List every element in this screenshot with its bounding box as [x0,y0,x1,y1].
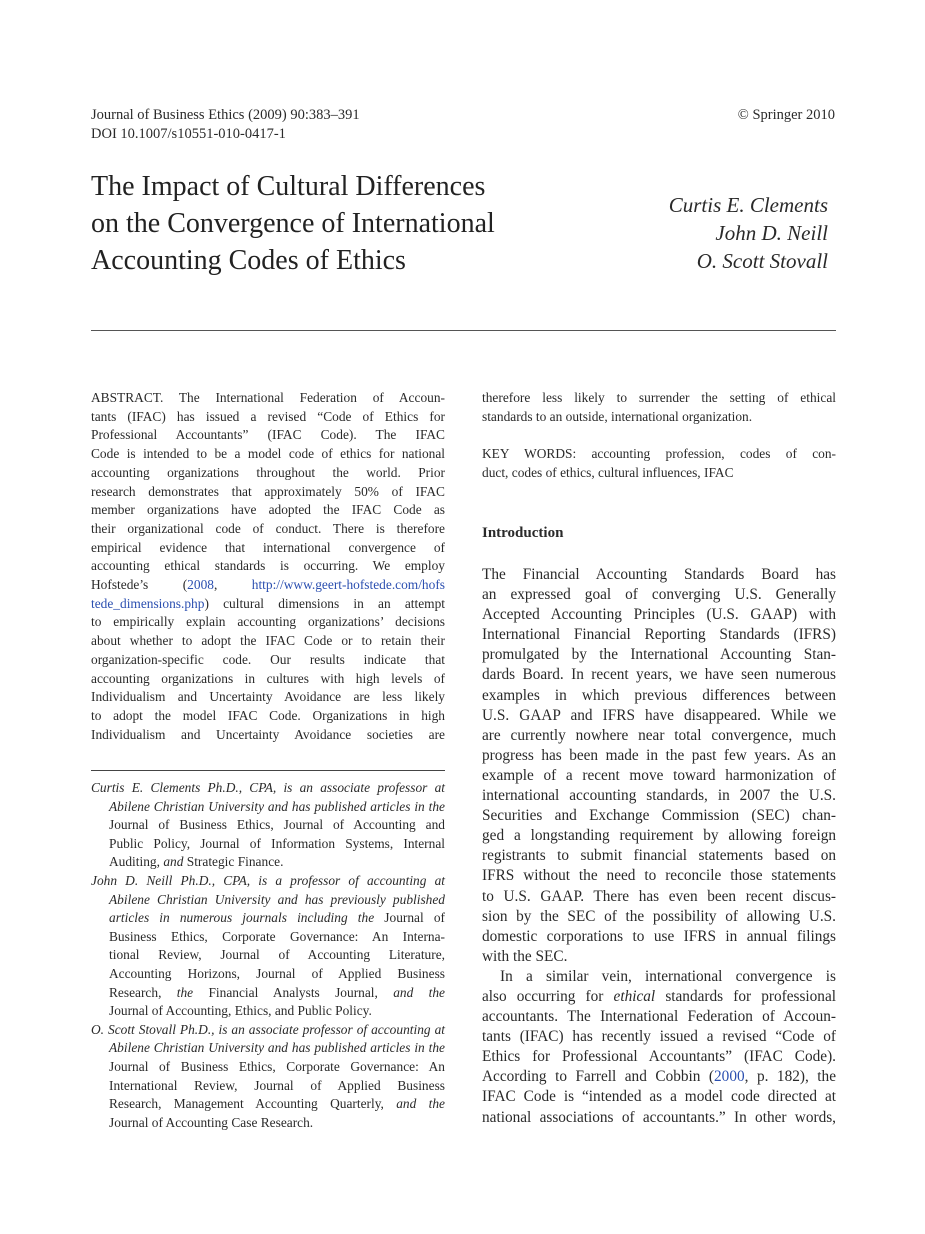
body-line: sion by the SEC of the possibility of allowing U.S. [482,907,836,925]
abstract-line: Professional Accountants” (IFAC Code). The IFAC [91,427,445,443]
body-line: ged a longstanding requirement by allowing foreign [482,827,836,845]
bio-author-name: Curtis E. Clements Ph.D., CPA, [91,780,277,795]
title-divider [91,330,836,331]
title-line: Accounting Codes of Ethics [91,245,406,276]
body-line: an expressed goal of converging U.S. Generally [482,586,836,604]
bio-line: Abilene Christian University and has published articles in the [109,1040,445,1056]
journal-citation: Journal of Business Ethics (2009) 90:383–391 [91,107,360,123]
author-list [669,191,828,275]
abstract-line: Individualism and Uncertainty Avoidance are less likely [91,689,445,705]
body-line: In a similar vein, international convergence is [500,967,836,985]
bio-line: O. Scott Stovall Ph.D., is an associate professor of accounting at [91,1021,445,1037]
bio-line: Journal of Accounting Case Research. [109,1114,314,1130]
body-line: IFAC Code is “intended as a model code directed at [482,1088,836,1106]
bio-line: Public Policy, Journal of Information Systems, Internal [109,835,445,851]
running-header [91,106,360,144]
body-line: progress has been made in the past few years. As an [482,746,836,764]
title-line: The Impact of Cultural Differences [91,171,486,202]
abstract-line: accounting organizations in cultures with high levels of [91,670,445,686]
abstract-line: ABSTRACT. The International Federation of Accoun- [91,390,445,405]
bio-line: Research, the Financial Analysts Journal, and the [109,984,445,1000]
bio-line: International Review, Journal of Applied Business [109,1077,445,1093]
bio-line: John D. Neill Ph.D., CPA, is a professor of accounting at [91,872,445,888]
author-name: John D. Neill [715,221,828,245]
abstract-line: Individualism and Uncertainty Avoidance societies are [91,726,445,742]
body-line: According to Farrell and Cobbin (2000, p. 182), the [482,1068,836,1086]
abstract [91,389,445,744]
title-line: on the Convergence of International [91,208,495,239]
body-line: examples in which previous differences between [482,686,836,704]
bio-line: Research, Management Accounting Quarterly, and the [109,1096,446,1112]
author-name: O. Scott Stovall [696,249,828,273]
section-heading: Introduction [482,525,564,541]
abstract-line: organization-specific code. Our results indicate that [91,651,445,667]
abstract-line: member organizations have adopted the IFAC Code as [91,502,445,518]
doi: DOI 10.1007/s10551-010-0417-1 [91,126,286,142]
keywords-line: duct, codes of ethics, cultural influences, IFAC [482,464,734,480]
bio-line: Accounting Horizons, Journal of Applied Business [109,965,445,981]
author-bios [91,779,445,1132]
body-line: international accounting standards, in 2007 the U.S. [482,787,836,805]
body-line: national associations of accountants.” In other words, [482,1108,836,1126]
hofstede-url-link[interactable]: http://www.geert-hofstede.com/hofs [251,577,445,593]
body-line: to U.S. GAAP. There has even been recent discus- [482,887,836,905]
body-line: Ethics for Professional Accountants” (IFAC Code). [482,1048,836,1066]
footnote-divider [91,770,445,771]
body-line: dards Board. In recent years, we have seen numerous [482,666,836,684]
abstract-line: tants (IFAC) has issued a revised “Code of Ethics for [91,408,445,424]
citation-link[interactable]: 2000 [714,1068,745,1086]
bio-author-name: John D. Neill Ph.D., CPA, [91,872,251,888]
article-title [91,168,495,279]
body-line: Accepted Accounting Principles (U.S. GAAP) with [482,606,836,624]
abstract-line: accounting organizations throughout the world. Prior [91,464,445,480]
body-line: The Financial Accounting Standards Board has [482,566,836,583]
bio-line: articles in numerous journals including the Journal of [109,910,445,926]
abstract-line: therefore less likely to surrender the setting of ethical [482,390,836,405]
body-line: example of a recent move toward harmonization of [482,766,836,784]
bio-line: Business Ethics, Corporate Governance: An Interna- [109,928,445,944]
keywords [482,445,836,482]
body-line: are currently nowhere near total convergence, much [482,726,836,744]
body-line: domestic corporations to use IFRS in annual filings [482,927,836,945]
body-line: Securities and Exchange Commission (SEC) chan- [482,807,836,825]
copyright: © Springer 2010 [737,107,835,123]
body-line: accountants. The International Federation of Accoun- [482,1008,836,1026]
hofstede-url-link[interactable]: tede_dimensions.php [91,595,205,611]
body-line: registrants to submit financial statements based on [482,847,836,865]
introduction-body [482,565,836,1128]
abstract-line: their organizational code of conduct. There is therefore [91,520,445,536]
bio-line: Curtis E. Clements Ph.D., CPA, is an associate professor at [91,780,445,795]
body-line: tants (IFAC) has recently issued a revised “Code of [482,1028,836,1046]
citation-link[interactable]: 2008 [187,577,214,593]
body-line: promulgated by the International Accounting Stan- [482,646,836,664]
abstract-line: standards to an outside, international organization. [482,408,753,424]
body-line: U.S. GAAP and IFRS have disappeared. While we [482,706,836,724]
abstract-line: tede_dimensions.php) cultural dimensions in an attempt [91,595,445,611]
abstract-line: about whether to adopt the IFAC Code or to retain their [91,633,445,649]
bio-line: tional Review, Journal of Accounting Literature, [109,947,445,963]
abstract-line: Hofstede’s (2008, http://www.geert-hofstede.com/hofs [91,577,445,593]
bio-line: Journal of Accounting, Ethics, and Public Policy. [109,1003,372,1019]
abstract-line: to empirically explain accounting organizations’ decisions [91,614,445,630]
author-name: Curtis E. Clements [668,193,828,217]
bio-line: Auditing, and Strategic Finance. [109,854,284,870]
abstract-line: to adopt the model IFAC Code. Organizations in high [91,707,445,723]
abstract-line: empirical evidence that international convergence of [91,539,445,555]
abstract-line: research demonstrates that approximately 50% of IFAC [91,483,445,499]
bio-line: Journal of Business Ethics, Corporate Governance: An [109,1058,445,1074]
body-line: International Financial Reporting Standards (IFRS) [482,626,836,644]
bio-line: Abilene Christian University and has previously published [109,891,445,907]
bio-author-name: O. Scott Stovall Ph.D., [91,1021,215,1037]
bio-line: Abilene Christian University and has published articles in the [109,798,445,814]
bio-line: Journal of Business Ethics, Journal of Accounting and [109,817,445,833]
abstract-continuation [482,389,836,426]
abstract-line: Code is intended to be a model code of ethics for national [91,446,445,462]
keywords-line: KEY WORDS: accounting profession, codes of con- [482,446,836,461]
abstract-label: ABSTRACT. [91,390,164,405]
body-line: also occurring for ethical standards for professional [482,987,836,1005]
abstract-line: accounting ethical standards is occurring. We employ [91,558,445,574]
body-line: IFRS without the need to reconcile those statements [482,867,836,885]
body-line: with the SEC. [482,947,568,965]
